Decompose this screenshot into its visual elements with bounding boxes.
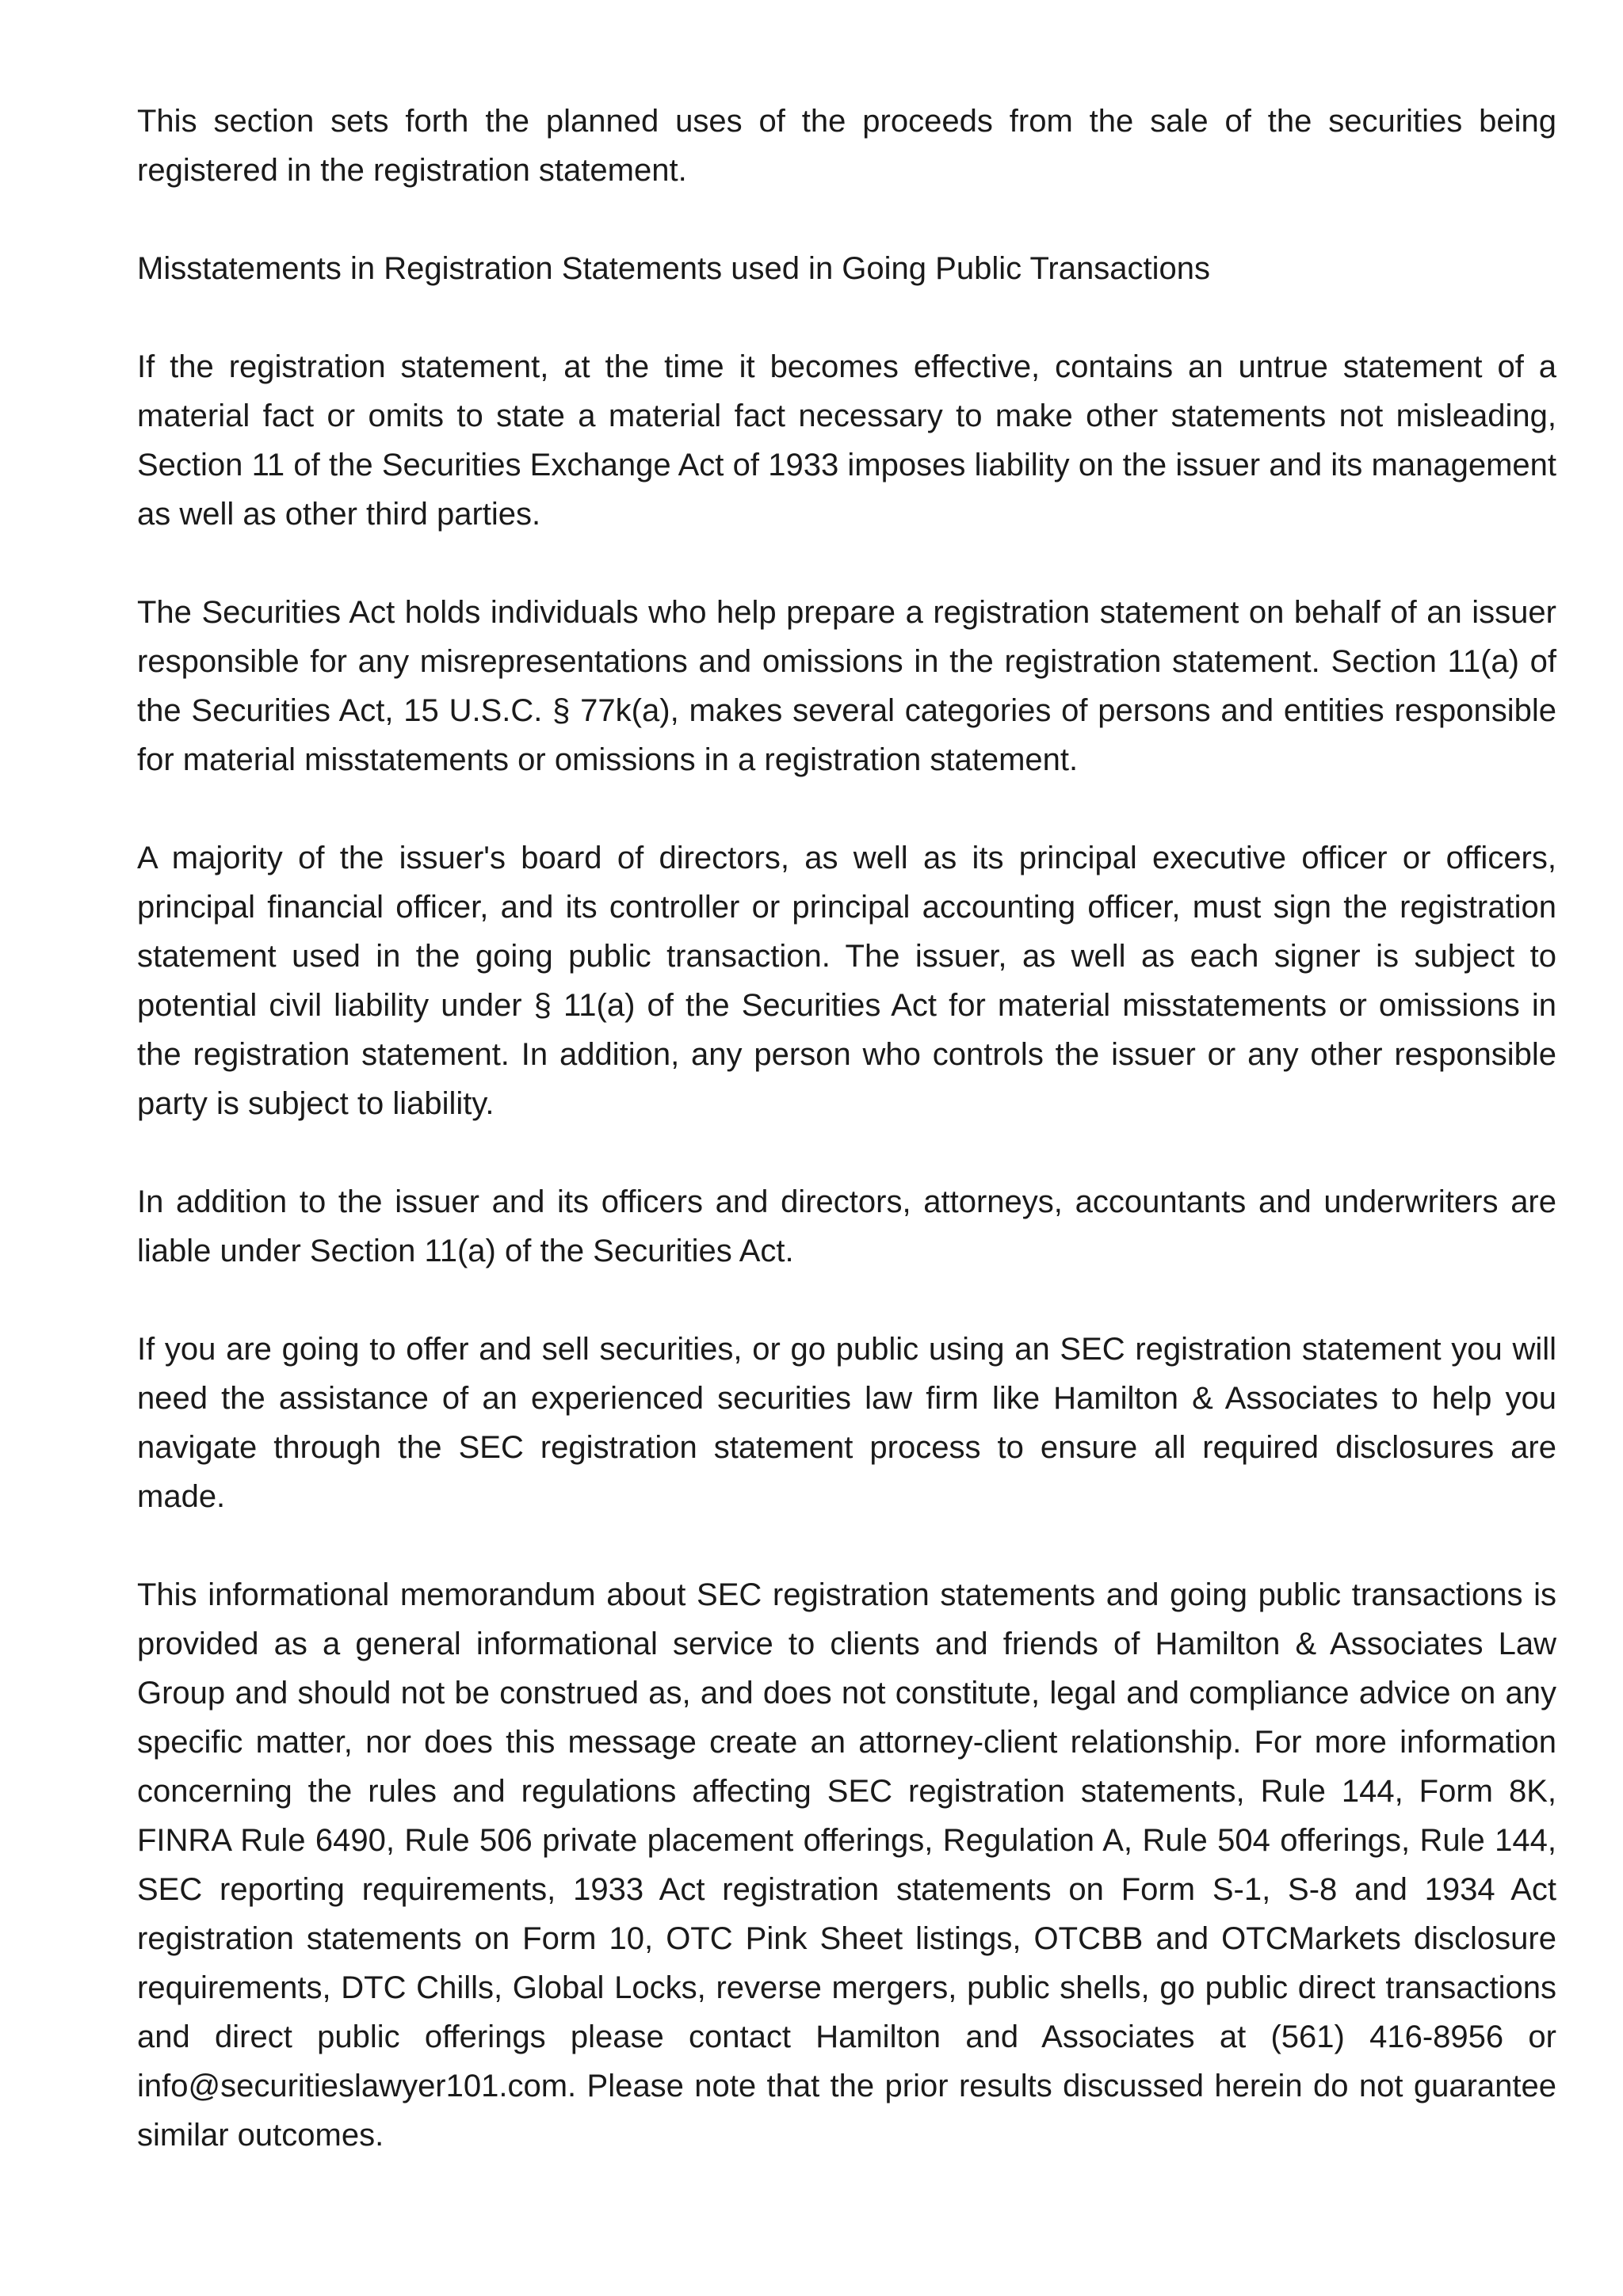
paragraph-securities-act-responsibility: The Securities Act holds individuals who help prepare a registration statement on behalf of an issuer responsible for any misrepresentations and omissions in the registration statement. Section 11(a) of the Securities Act, 15 U.S.C. § 77k(a), makes several categories of persons and entities responsible for material misstatements or omissions in a registration statement. [137,595,1556,777]
document-page [137,97,1556,2209]
paragraph-other-liable-parties: In addition to the issuer and its officers and directors, attorneys, accountants and underwriters are liable under Section 11(a) of the Securities Act. [137,1184,1556,1268]
paragraph-use-of-proceeds: This section sets forth the planned uses of the proceeds from the sale of the securities being registered in the registration statement. [137,104,1556,188]
paragraph-disclaimer-contact: This informational memorandum about SEC registration statements and going public transactions is provided as a general informational service to clients and friends of Hamilton & Associates Law Group and should not be construed as, and does not constitute, legal and compliance advice on any specific matter, nor does this message create an attorney-client relationship. For more information concerning the rules and regulations affecting SEC registration statements, Rule 144, Form 8K, FINRA Rule 6490, Rule 506 private placement offerings, Regulation A, Rule 504 offerings, Rule 144, SEC reporting requirements, 1933 Act registration statements on Form S-1, S-8 and 1934 Act registration statements on Form 10, OTC Pink Sheet listings, OTCBB and OTCMarkets disclosure requirements, DTC Chills, Global Locks, reverse mergers, public shells, go public direct transactions and direct public offerings please contact Hamilton and Associates at (561) 416-8956 or info@securitieslawyer101.com. Please note that the prior results discussed herein do not guarantee similar outcomes. [137,1577,1556,2153]
paragraph-signers-liability: A majority of the issuer's board of directors, as well as its principal executive officer or officers, principal financial officer, and its controller or principal accounting officer, must sign the registration statement used in the going public transaction. The issuer, as well as each signer is subject to potential civil liability under § 11(a) of the Securities Act for material misstatements or omissions in the registration statement. In addition, any person who controls the issuer or any other responsible party is subject to liability. [137,841,1556,1121]
paragraph-section-11-liability: If the registration statement, at the time it becomes effective, contains an untrue statement of a material fact or omits to state a material fact necessary to make other statements not misleading, Section 11 of the Securities Exchange Act of 1933 imposes liability on the issuer and its management as well as other third parties. [137,349,1556,532]
paragraph-law-firm-assistance: If you are going to offer and sell securities, or go public using an SEC registration statement you will need the assistance of an experienced securities law firm like Hamilton & Associates to help you navigate through the SEC registration statement process to ensure all required disclosures are made. [137,1332,1556,1514]
section-heading: Misstatements in Registration Statements used in Going Public Transactions [137,251,1210,286]
